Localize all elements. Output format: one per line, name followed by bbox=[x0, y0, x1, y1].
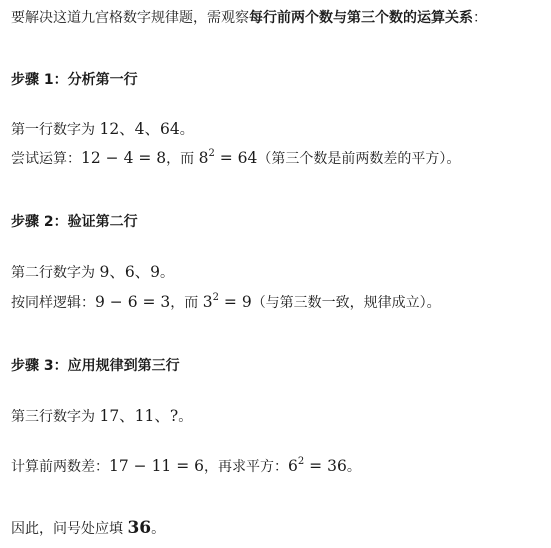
intro-colon: ： bbox=[473, 10, 487, 26]
conclusion-answer: 36 bbox=[127, 518, 152, 538]
step2-row-numbers: 9、6、9 bbox=[99, 263, 161, 281]
step2-square-exponent: 2 bbox=[212, 292, 219, 303]
step1-try-prefix: 尝试运算： bbox=[11, 151, 81, 167]
step2-square-result: = 9 bbox=[218, 293, 252, 311]
step3-calc-suffix: 。 bbox=[346, 459, 361, 475]
step3-square-expression bbox=[288, 457, 347, 475]
step1-row-line bbox=[11, 119, 194, 140]
step2-square-expression bbox=[203, 293, 252, 311]
step2-row-suffix: 。 bbox=[160, 265, 175, 281]
step1-square-base: 8 bbox=[198, 149, 209, 167]
step3-square-result: = 36 bbox=[304, 457, 347, 475]
step2-logic-mid: ，而 bbox=[170, 295, 203, 311]
step2-logic-note: （与第三数一致，规律成立）。 bbox=[251, 295, 441, 311]
step3-calc-prefix: 计算前两数差： bbox=[11, 459, 109, 475]
step3-calc-expression: 17 − 11 = 6 bbox=[109, 457, 204, 475]
step3-row-prefix: 第三行数字为 bbox=[11, 409, 100, 425]
step1-row-suffix: 。 bbox=[179, 122, 194, 138]
step2-logic-prefix: 按同样逻辑： bbox=[11, 295, 95, 311]
step3-row-suffix: 。 bbox=[178, 409, 193, 425]
step1-square-exponent: 2 bbox=[208, 148, 215, 159]
step2-heading: 步骤 2：验证第二行 bbox=[11, 214, 138, 230]
step1-try-expression: 12 − 4 = 8 bbox=[81, 149, 167, 167]
step1-row-numbers: 12、4、64 bbox=[99, 120, 180, 138]
step2-row-line bbox=[11, 262, 174, 283]
step3-row-numbers: 17、11、? bbox=[99, 407, 179, 425]
conclusion-suffix: 。 bbox=[151, 521, 166, 537]
step2-square-base: 3 bbox=[202, 293, 213, 311]
step1-square-result: = 64 bbox=[214, 149, 258, 167]
step3-square-base: 6 bbox=[288, 457, 298, 475]
step1-square-expression bbox=[199, 149, 258, 167]
intro-emphasis: 每行前两个数与第三个数的运算关系 bbox=[249, 10, 473, 26]
step1-try-note: （第三个数是前两数差的平方）。 bbox=[257, 151, 461, 167]
conclusion-line bbox=[11, 518, 165, 539]
step1-heading: 步骤 1：分析第一行 bbox=[11, 72, 138, 88]
intro-paragraph bbox=[11, 8, 487, 28]
step3-row-line bbox=[11, 406, 192, 427]
intro-text: 要解决这道九宫格数字规律题，需观察 bbox=[11, 10, 249, 26]
step3-square-exponent: 2 bbox=[297, 456, 305, 467]
step2-logic-expression: 9 − 6 = 3 bbox=[95, 293, 171, 311]
step1-try-mid: ，而 bbox=[166, 151, 199, 167]
conclusion-prefix: 因此，问号处应填 bbox=[11, 521, 128, 537]
step1-row-prefix: 第一行数字为 bbox=[11, 122, 100, 138]
step2-logic-line bbox=[11, 292, 441, 313]
solution-document bbox=[11, 0, 545, 548]
step1-try-line bbox=[11, 148, 460, 169]
step3-calc-line bbox=[11, 456, 361, 477]
step3-calc-mid: ，再求平方： bbox=[204, 459, 288, 475]
step3-heading: 步骤 3：应用规律到第三行 bbox=[11, 358, 180, 374]
step2-row-prefix: 第二行数字为 bbox=[11, 265, 100, 281]
